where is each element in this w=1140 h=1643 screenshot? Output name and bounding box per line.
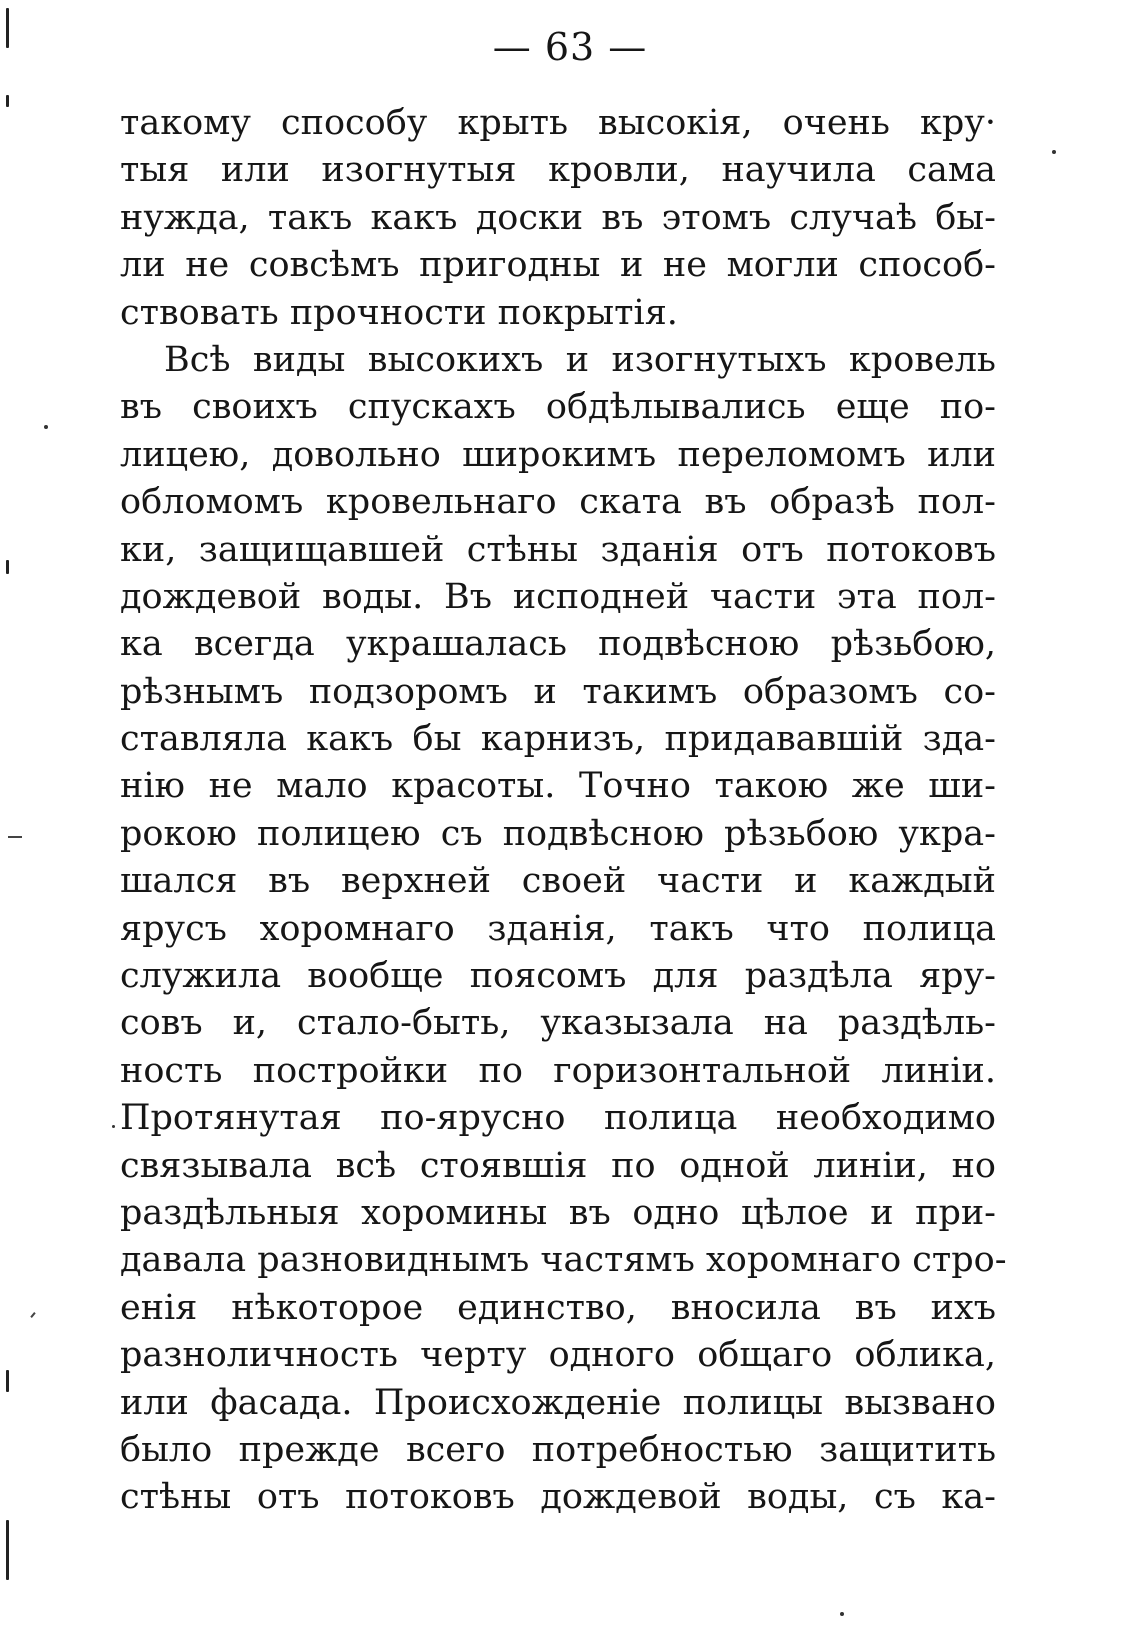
text-line: разноличность черту одного общаго облика,	[120, 1335, 996, 1376]
text-line: раздѣльныя хоромины въ одно цѣлое и при-	[120, 1192, 996, 1233]
text-line: Всѣ виды высокихъ и изогнутыхъ кровель	[164, 339, 996, 380]
text-line: ность постройки по горизонтальной линіи.	[120, 1050, 996, 1091]
scan-speck	[112, 1125, 115, 1128]
text-line: связывала всѣ стоявшія по одной линіи, но	[120, 1145, 996, 1186]
scan-edge-mark	[6, 95, 9, 107]
scan-edge-mark	[6, 1520, 9, 1580]
text-line: нужда, такъ какъ доски въ этомъ случаѣ бы-	[120, 197, 996, 238]
scan-speck	[44, 425, 48, 429]
text-line: лицею, довольно широкимъ переломомъ или	[120, 434, 996, 475]
text-line: въ своихъ спускахъ обдѣлывались еще по-	[120, 387, 996, 428]
text-line: ствовать прочности покрытія.	[120, 292, 678, 333]
text-line: служила вообще поясомъ для раздѣла яру-	[120, 956, 996, 997]
scan-speck	[1052, 150, 1056, 154]
page-number: — 63 —	[492, 25, 648, 69]
text-line: дождевой воды. Въ исподней части эта пол-	[120, 576, 996, 617]
text-line: рѣзнымъ подзоромъ и такимъ образомъ со-	[120, 671, 996, 712]
text-line: совъ и, стало-быть, указызала на раздѣль-	[120, 1003, 996, 1044]
text-line: ярусъ хоромнаго зданія, такъ что полица	[120, 908, 996, 949]
text-line: или фасада. Происхожденіе полицы вызвано	[120, 1382, 996, 1423]
text-line: обломомъ кровельнаго ската въ образѣ пол-	[120, 482, 996, 523]
text-line: ки, защищавшей стѣны зданія отъ потоковъ	[120, 529, 996, 570]
scan-speck	[840, 1612, 844, 1616]
scan-edge-mark	[6, 560, 9, 574]
text-line: давала разновиднымъ частямъ хоромнаго стро-	[120, 1240, 1007, 1281]
text-line: нію не мало красоты. Точно такою же ши-	[120, 766, 996, 807]
text-line: шался въ верхней своей части и каждый	[120, 861, 996, 902]
scan-edge-mark	[6, 1370, 9, 1392]
scan-dash	[30, 1312, 35, 1318]
text-line: енія нѣкоторое единство, вносила въ ихъ	[120, 1287, 996, 1328]
text-line: стѣны отъ потоковъ дождевой воды, съ ка-	[120, 1477, 996, 1518]
text-line: такому способу крыть высокія, очень кру·	[120, 103, 996, 143]
text-line: ставляла какъ бы карнизъ, придававшій зда-	[120, 719, 996, 760]
text-line: тыя или изогнутыя кровли, научила сама	[120, 150, 996, 191]
scan-edge-mark	[6, 8, 9, 48]
text-line: ли не совсѣмъ пригодны и не могли способ-	[120, 245, 996, 286]
text-line: Протянутая по-ярусно полица необходимо	[120, 1098, 996, 1139]
body-text	[120, 100, 1007, 1522]
text-line: рокою полицею съ подвѣсною рѣзьбою укра-	[120, 813, 996, 854]
scan-dash	[8, 836, 22, 838]
text-line: ка всегда украшалась подвѣсною рѣзьбою,	[120, 624, 996, 665]
text-line: было прежде всего потребностью защитить	[120, 1429, 996, 1470]
